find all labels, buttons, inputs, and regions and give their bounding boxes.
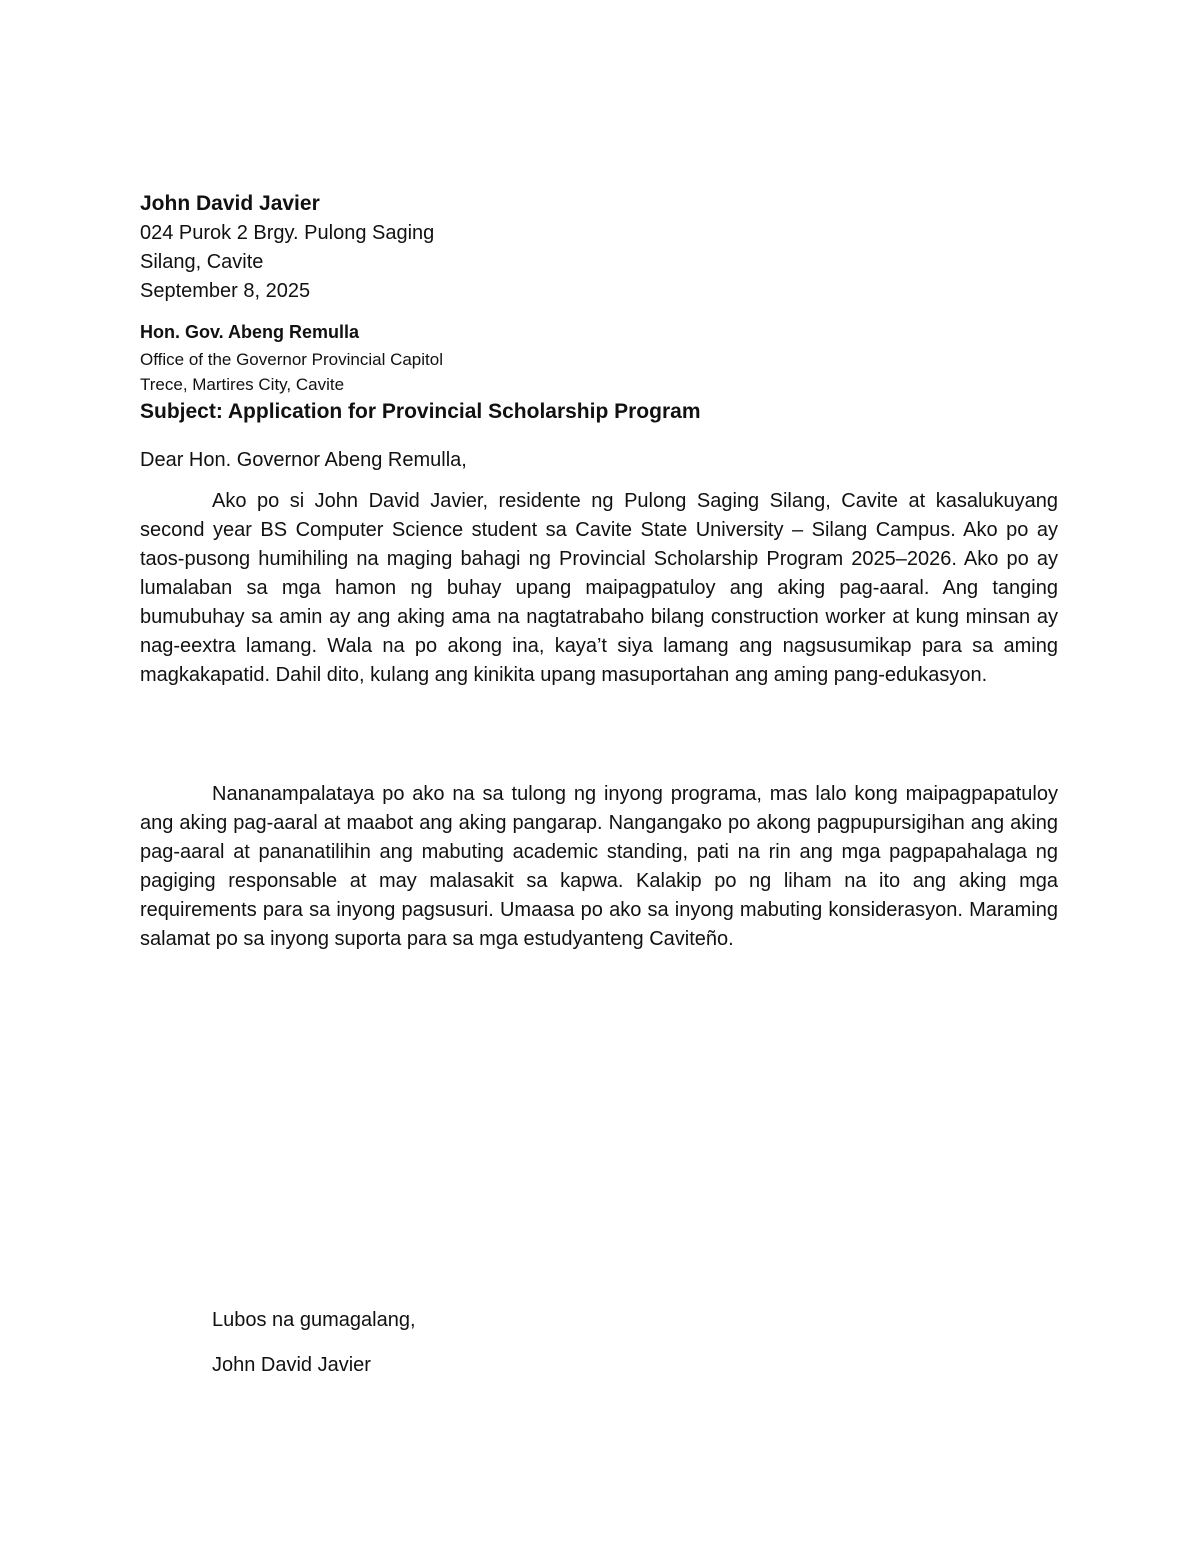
salutation: Dear Hon. Governor Abeng Remulla, — [140, 449, 467, 471]
recipient-office: Office of the Governor Provincial Capitol — [140, 350, 443, 369]
recipient-city: Trece, Martires City, Cavite — [140, 375, 345, 394]
body-paragraph-1: Ako po si John David Javier, residente ng Pulong Saging Silang, Cavite at kasalukuyang second year BS Computer Science student sa Cavite State University – Silang Campus. Ako po ay taos-pusong humihiling na maging bahagi ng Provincial Scholarship Program 2025–2026. Ako po ay lumalaban sa mga hamon ng buhay upang maipagpatuloy ang aking pag-aaral. Ang tanging bumubuhay sa amin ay ang aking ama na nagtatrabaho bilang construction worker at kung minsan ay nag-eextra lamang. Wala na po akong ina, kaya’t siya lamang ang nagsusumikap para sa aming magkakapatid. Dahil dito, kulang ang kinikita upang masuportahan ang aming pang-edukasyon. — [140, 490, 1058, 686]
sender-address-line2: Silang, Cavite — [140, 251, 264, 273]
signature-name: John David Javier — [212, 1354, 371, 1376]
recipient-name: Hon. Gov. Abeng Remulla — [140, 322, 360, 342]
sender-address-line1: 024 Purok 2 Brgy. Pulong Saging — [140, 222, 435, 244]
body-paragraph-2: Nananampalataya po ako na sa tulong ng inyong programa, mas lalo kong maipagpapatuloy ang aking pag-aaral at maabot ang aking pangarap. Nangangako po akong pagpupursigihan ang aking pag-aaral at pananatilihin ang mabuting academic standing, pati na rin ang mga pagpapahalaga ng pagiging responsable at may malasakit sa kapwa. Kalakip po ng liham na ito ang aking mga requirements para sa inyong pagsusuri. Umaasa po ako sa inyong mabuting konsiderasyon. Maraming salamat po sa inyong suporta para sa mga estudyanteng Caviteño. — [140, 783, 1058, 950]
sender-name: John David Javier — [140, 192, 320, 215]
complimentary-close: Lubos na gumagalang, — [212, 1309, 416, 1331]
letter-date: September 8, 2025 — [140, 280, 311, 302]
letter-subject: Subject: Application for Provincial Scholarship Program — [140, 400, 701, 423]
